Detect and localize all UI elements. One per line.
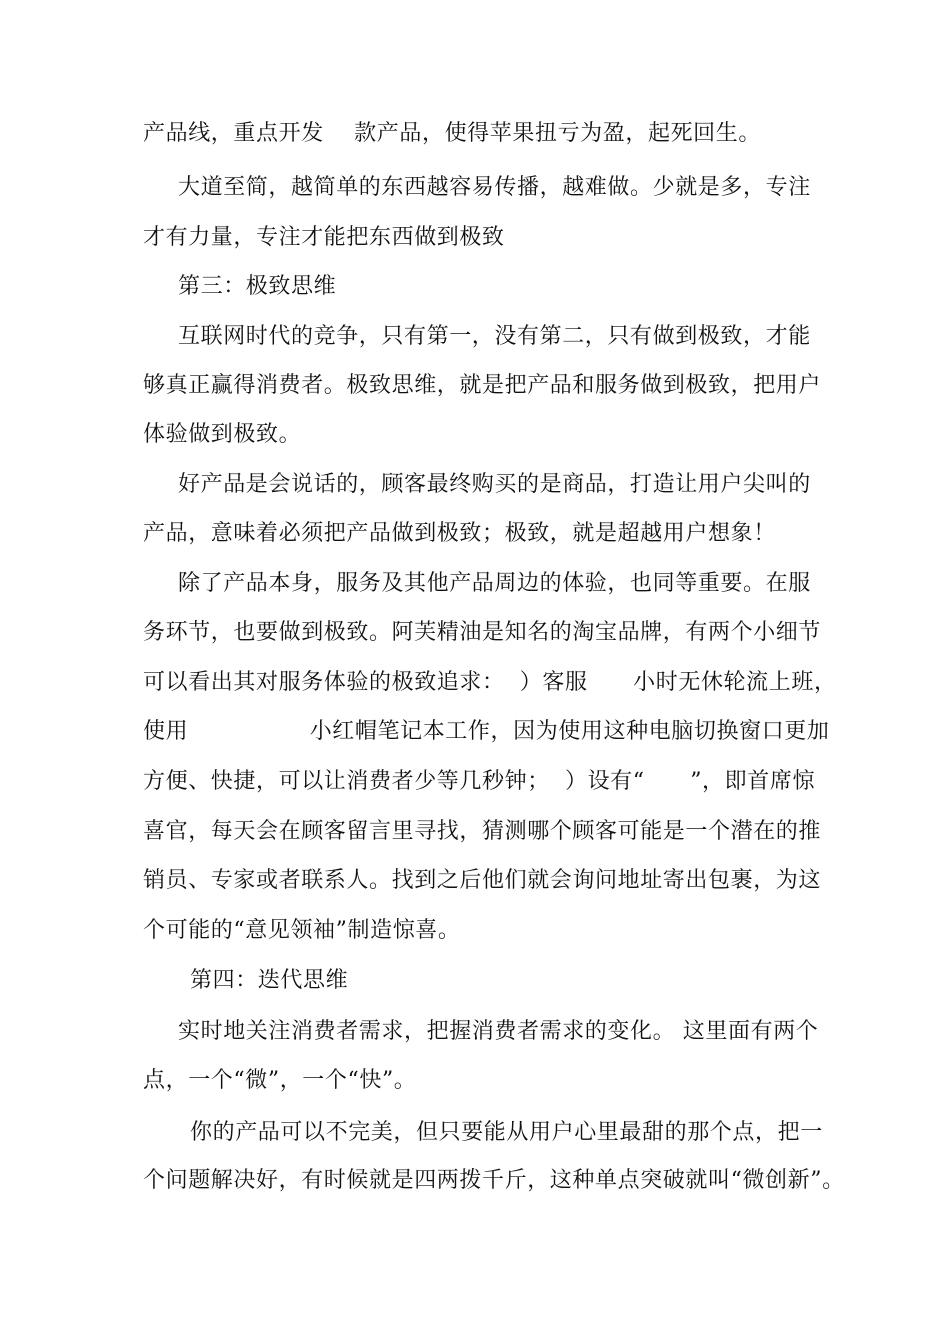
text-line-3: 才有力量，专注才能把东西做到极致 <box>143 225 505 250</box>
text-line-5: 互联网时代的竞争，只有第一，没有第二，只有做到极致，才能 <box>178 324 811 349</box>
text-line-15: 喜官，每天会在顾客留言里寻找，猜测哪个顾客可能是一个潜在的推 <box>143 819 822 844</box>
text-line-14: 方便、快捷，可以让消费者少等几秒钟； ）设有“ ”，即首席惊 <box>143 769 816 794</box>
text-line-20: 点，一个“微”，一个“快”。 <box>143 1068 417 1093</box>
text-line-22: 个问题解决好，有时候就是四两拨千斤，这种单点突破就叫“微创新”。 <box>143 1168 845 1193</box>
text-line-2: 大道至简，越简单的东西越容易传播，越难做。少就是多，专注 <box>178 175 811 200</box>
text-line-16: 销员、专家或者联系人。找到之后他们就会询问地址寄出包裹，为这 <box>143 868 822 893</box>
text-line-7: 体验做到极致。 <box>143 422 302 447</box>
text-line-11: 务环节，也要做到极致。阿芙精油是知名的淘宝品牌，有两个小细节 <box>143 620 822 645</box>
text-line-13: 使用 小红帽笔记本工作，因为使用这种电脑切换窗口更加 <box>143 719 830 744</box>
text-line-8: 好产品是会说话的，顾客最终购买的是商品，打造让用户尖叫的 <box>178 472 811 497</box>
text-line-21: 你的产品可以不完美，但只要能从用户心里最甜的那个点，把一 <box>190 1120 823 1145</box>
text-line-9: 产品，意味着必须把产品做到极致；极致，就是超越用户想象！ <box>143 521 776 546</box>
text-line-19: 实时地关注消费者需求，把握消费者需求的变化。 这里面有两个 <box>178 1019 819 1044</box>
text-line-12: 可以看出其对服务体验的极致追求： ）客服 小时无休轮流上班， <box>143 670 837 695</box>
text-line-6: 够真正赢得消费者。极致思维，就是把产品和服务做到极致，把用户 <box>143 373 822 398</box>
text-line-1: 产品线，重点开发 款产品，使得苹果扭亏为盈，起死回生。 <box>143 121 761 146</box>
section-heading-4: 第四：迭代思维 <box>190 968 349 993</box>
section-heading-3: 第三：极致思维 <box>178 274 337 299</box>
text-line-17: 个可能的“意见领袖”制造惊喜。 <box>143 918 461 943</box>
text-line-10: 除了产品本身，服务及其他产品周边的体验，也同等重要。在服 <box>178 571 811 596</box>
